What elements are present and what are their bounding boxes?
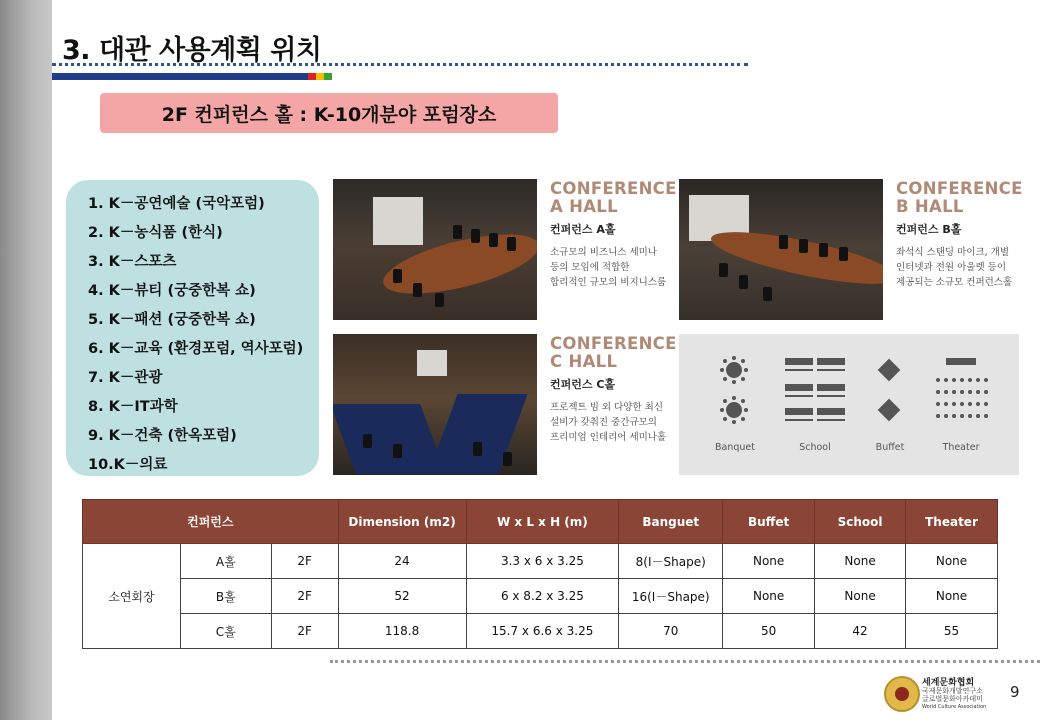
accent-bar-blue bbox=[52, 73, 308, 80]
title-dotted-rule bbox=[52, 63, 748, 66]
hall-a-photo bbox=[333, 179, 537, 320]
col-header-school: School bbox=[815, 500, 906, 544]
school-label: School bbox=[799, 442, 831, 453]
category-item: 10.K－의료 bbox=[88, 457, 168, 473]
category-item: 9. K－건축 (한옥포럼) bbox=[88, 428, 237, 444]
category-item: 5. K－패션 (궁중한복 쇼) bbox=[88, 312, 256, 328]
category-item: 7. K－관광 bbox=[88, 370, 163, 386]
theater-layout-icon bbox=[936, 358, 988, 418]
page-number: 9 bbox=[1010, 683, 1020, 701]
hall-b-title-line1: CONFERENCE bbox=[896, 179, 1023, 198]
col-header-theater: Theater bbox=[906, 500, 998, 544]
banquet-label: Banquet bbox=[715, 442, 755, 453]
col-header-buffet: Buffet bbox=[723, 500, 815, 544]
floor-cell: 2F bbox=[271, 579, 338, 614]
dimension-cell: 24 bbox=[338, 544, 466, 579]
hall-c-description: 프로젝트 빔 외 다양한 최신 설비가 갖춰진 중간규모의 프리미엄 인테리어 세미나홀 bbox=[550, 402, 667, 443]
hall-c-title-line1: CONFERENCE bbox=[550, 334, 677, 353]
banquet-cell: 16(I－Shape) bbox=[619, 579, 723, 614]
hall-spec-table bbox=[82, 499, 998, 649]
col-header-dimension: Dimension (m2) bbox=[338, 500, 466, 544]
hall-c-title-line2: C HALL bbox=[550, 352, 618, 371]
school-cell: 42 bbox=[815, 614, 906, 649]
hall-b-info bbox=[896, 180, 1023, 290]
buffet-cell: None bbox=[723, 544, 815, 579]
table-row bbox=[83, 579, 998, 614]
buffet-label: Buffet bbox=[875, 442, 905, 453]
school-cell: None bbox=[815, 544, 906, 579]
category-item: 1. K－공연예술 (국악포럼) bbox=[88, 196, 265, 212]
banquet-cell: 70 bbox=[619, 614, 723, 649]
floor-cell: 2F bbox=[271, 544, 338, 579]
hall-c-info bbox=[550, 335, 677, 445]
hall-a-title-line1: CONFERENCE bbox=[550, 179, 677, 198]
banquet-layout-icon bbox=[720, 356, 748, 424]
theater-cell: None bbox=[906, 544, 998, 579]
logo-text: 세계문화협회 국제문화개발연구소 글로벌문화아카데미 World Culture Association bbox=[922, 678, 987, 710]
dimension-cell: 52 bbox=[338, 579, 466, 614]
footer-dotted-rule bbox=[330, 660, 1040, 663]
category-item: 8. K－IT과학 bbox=[88, 399, 178, 415]
hall-a-info bbox=[550, 180, 677, 290]
seating-layout-panel bbox=[679, 334, 1019, 475]
hall-c-photo bbox=[333, 334, 537, 475]
category-item: 2. K－농식품 (한식) bbox=[88, 225, 223, 241]
buffet-cell: 50 bbox=[723, 614, 815, 649]
hall-b-title-line2: B HALL bbox=[896, 197, 964, 216]
page-title: 3. 대관 사용계획 위치 bbox=[62, 35, 322, 66]
banquet-cell: 8(I－Shape) bbox=[619, 544, 723, 579]
hall-cell: B홀 bbox=[180, 579, 271, 614]
hall-a-korean-name: 컨퍼런스 A홀 bbox=[550, 223, 616, 236]
buffet-cell: None bbox=[723, 579, 815, 614]
hall-cell: C홀 bbox=[180, 614, 271, 649]
col-header-wlh: W x L x H (m) bbox=[466, 500, 619, 544]
school-layout-icon bbox=[785, 358, 845, 421]
hall-b-photo bbox=[679, 179, 883, 320]
category-item: 4. K－뷰티 (궁중한복 쇼) bbox=[88, 283, 256, 299]
hall-c-korean-name: 컨퍼런스 C홀 bbox=[550, 378, 616, 391]
table-row bbox=[83, 614, 998, 649]
theater-cell: 55 bbox=[906, 614, 998, 649]
hall-a-title-line2: A HALL bbox=[550, 197, 618, 216]
group-cell: 소연회장 bbox=[83, 544, 181, 649]
dimension-cell: 118.8 bbox=[338, 614, 466, 649]
col-header-banquet: Banguet bbox=[619, 500, 723, 544]
wlh-cell: 3.3 x 6 x 3.25 bbox=[466, 544, 619, 579]
seating-layout-icons bbox=[679, 334, 1019, 475]
table-row bbox=[83, 544, 998, 579]
organization-logo bbox=[884, 676, 1000, 712]
floor-cell: 2F bbox=[271, 614, 338, 649]
hall-b-korean-name: 컨퍼런스 B홀 bbox=[896, 223, 962, 236]
accent-bar-yellow bbox=[316, 73, 324, 80]
seal-icon bbox=[884, 676, 920, 712]
col-header-conference: 컨퍼런스 bbox=[83, 500, 339, 544]
theater-label: Theater bbox=[942, 442, 980, 453]
wlh-cell: 6 x 8.2 x 3.25 bbox=[466, 579, 619, 614]
hall-cell: A홀 bbox=[180, 544, 271, 579]
accent-bar-red bbox=[308, 73, 316, 80]
table-header-row bbox=[83, 500, 998, 544]
school-cell: None bbox=[815, 579, 906, 614]
wlh-cell: 15.7 x 6.6 x 3.25 bbox=[466, 614, 619, 649]
category-item: 3. K－스포츠 bbox=[88, 254, 177, 270]
accent-bar-green bbox=[324, 73, 332, 80]
hall-a-description: 소규모의 비즈니스 세미나 등의 모임에 적합한 합리적인 규모의 비지니스룸 bbox=[550, 247, 667, 288]
category-item: 6. K－교육 (환경포럼, 역사포럼) bbox=[88, 341, 304, 357]
theater-cell: None bbox=[906, 579, 998, 614]
category-list bbox=[66, 180, 319, 476]
buffet-layout-icon bbox=[878, 359, 901, 422]
section-banner: 2F 컨퍼런스 홀 : K-10개분야 포럼장소 bbox=[100, 93, 558, 133]
left-decorative-strip bbox=[0, 0, 52, 720]
hall-b-description: 좌석식 스탠딩 마이크, 개별 인터넷과 전원 아울렛 등이 제공되는 소규모 컨퍼런스홀 bbox=[896, 247, 1013, 288]
